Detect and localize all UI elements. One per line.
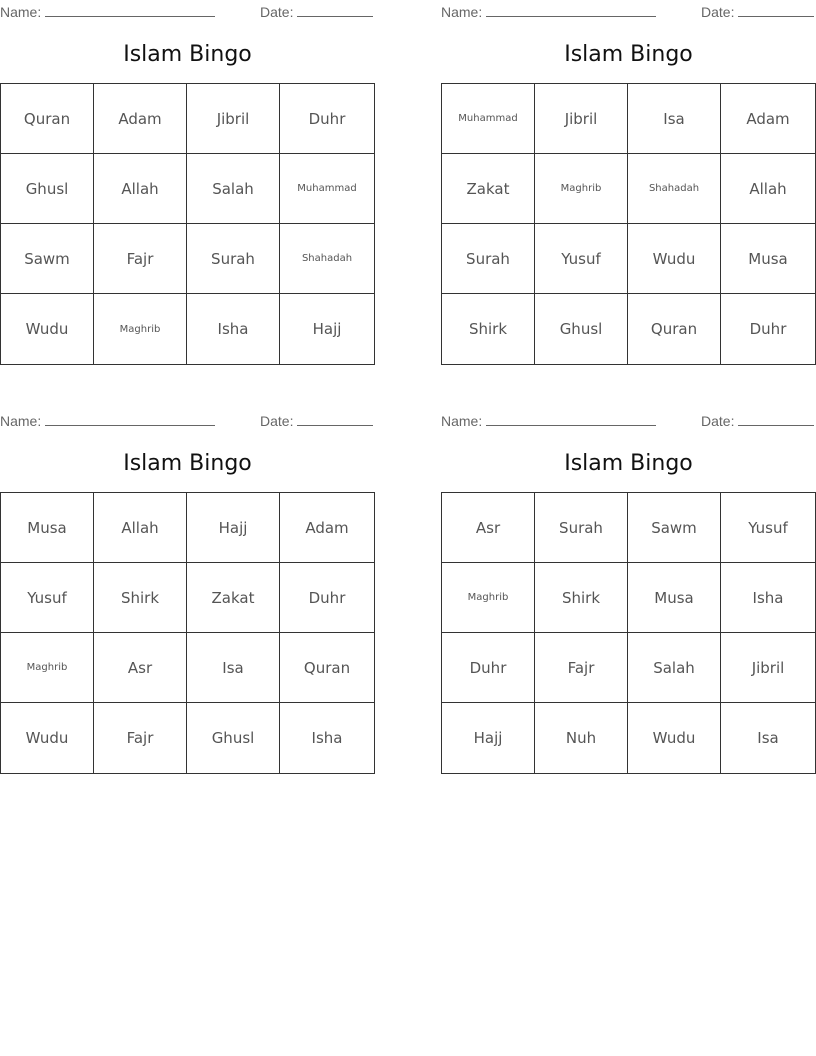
name-label: Name: [441,4,483,20]
date-label: Date: [260,4,294,20]
bingo-card [0,409,375,779]
bingo-grid [441,83,816,365]
date-blank-line[interactable] [738,411,814,426]
bingo-cell[interactable]: Duhr [280,84,374,154]
bingo-cell[interactable]: Quran [1,84,94,154]
bingo-cell[interactable]: Surah [535,493,628,563]
bingo-cell[interactable]: Salah [187,154,280,224]
bingo-cell[interactable]: Allah [94,493,187,563]
bingo-cell[interactable]: Musa [721,224,815,294]
bingo-cell[interactable]: Shirk [442,294,535,364]
bingo-cell[interactable]: Isha [721,563,815,633]
bingo-cell[interactable]: Wudu [628,703,721,773]
bingo-cell[interactable]: Zakat [442,154,535,224]
date-label: Date: [701,4,735,20]
bingo-cell[interactable]: Fajr [94,224,187,294]
bingo-card [0,0,375,370]
bingo-grid [441,492,816,774]
bingo-cell[interactable]: Wudu [1,703,94,773]
bingo-cell[interactable]: Fajr [535,633,628,703]
name-blank-line[interactable] [486,411,656,426]
card-title: Islam Bingo [564,451,693,476]
bingo-cell[interactable]: Salah [628,633,721,703]
bingo-cell[interactable]: Sawm [628,493,721,563]
name-field [441,411,656,429]
bingo-cell[interactable]: Musa [1,493,94,563]
bingo-cell[interactable]: Adam [280,493,374,563]
bingo-cell[interactable]: Isa [628,84,721,154]
date-field [260,2,373,20]
bingo-cell[interactable]: Jibril [535,84,628,154]
card-title: Islam Bingo [123,451,252,476]
name-label: Name: [0,4,42,20]
bingo-grid [0,83,375,365]
bingo-cell[interactable]: Wudu [628,224,721,294]
name-field [441,2,656,20]
name-blank-line[interactable] [486,2,656,17]
bingo-cell[interactable]: Duhr [749,320,787,338]
date-field [701,2,814,20]
bingo-cell[interactable]: Asr [442,493,535,563]
bingo-cell[interactable]: Jibril [187,84,280,154]
bingo-cell[interactable]: Yusuf [1,563,94,633]
bingo-cell[interactable]: Shahadah [280,224,374,294]
bingo-cell[interactable]: Shirk [94,563,187,633]
bingo-card [441,0,816,370]
date-label: Date: [701,413,735,429]
bingo-cell[interactable]: Allah [94,154,187,224]
bingo-cell[interactable]: Duhr [442,633,535,703]
name-blank-line[interactable] [45,411,215,426]
bingo-cell[interactable]: Maghrib [1,633,94,703]
name-field [0,2,215,20]
date-blank-line[interactable] [738,2,814,17]
bingo-cell[interactable]: Fajr [94,703,187,773]
bingo-cell[interactable]: Yusuf [721,493,815,563]
bingo-cell[interactable]: Hajj [187,493,280,563]
bingo-card [441,409,816,779]
bingo-cell[interactable]: Ghusl [535,294,628,364]
bingo-cell[interactable]: Surah [187,224,280,294]
name-label: Name: [441,413,483,429]
header-fields [0,411,375,429]
bingo-cell[interactable]: Quran [280,633,374,703]
bingo-cell[interactable]: Allah [721,154,815,224]
bingo-cell[interactable]: Wudu [1,294,94,364]
bingo-cell[interactable]: Adam [721,84,815,154]
bingo-cell[interactable]: Sawm [1,224,94,294]
bingo-cell[interactable]: Ghusl [1,154,94,224]
bingo-cell[interactable]: Maghrib [535,154,628,224]
bingo-cell[interactable]: Isa [757,729,779,747]
bingo-cell[interactable]: Quran [628,294,721,364]
bingo-cell[interactable]: Yusuf [535,224,628,294]
name-label: Name: [0,413,42,429]
bingo-cell[interactable]: Hajj [312,320,342,338]
bingo-cell[interactable]: Isha [311,729,343,747]
bingo-grid [0,492,375,774]
bingo-cell[interactable]: Musa [628,563,721,633]
header-fields [441,2,816,20]
bingo-cell[interactable]: Shirk [535,563,628,633]
card-title: Islam Bingo [564,42,693,67]
header-fields [0,2,375,20]
bingo-cell[interactable]: Surah [442,224,535,294]
name-blank-line[interactable] [45,2,215,17]
bingo-cell[interactable]: Muhammad [280,154,374,224]
date-field [701,411,814,429]
date-blank-line[interactable] [297,411,373,426]
bingo-cell[interactable]: Muhammad [442,84,535,154]
date-label: Date: [260,413,294,429]
bingo-cell[interactable]: Asr [94,633,187,703]
bingo-cell[interactable]: Ghusl [187,703,280,773]
header-fields [441,411,816,429]
bingo-cell[interactable]: Isha [187,294,280,364]
bingo-cell[interactable]: Maghrib [442,563,535,633]
bingo-cell[interactable]: Zakat [187,563,280,633]
bingo-cell[interactable]: Maghrib [94,294,187,364]
bingo-cell[interactable]: Adam [94,84,187,154]
name-field [0,411,215,429]
date-field [260,411,373,429]
date-blank-line[interactable] [297,2,373,17]
bingo-cell[interactable]: Isa [187,633,280,703]
card-title: Islam Bingo [123,42,252,67]
bingo-cell[interactable]: Hajj [442,703,535,773]
bingo-cell[interactable]: Jibril [721,633,815,703]
bingo-cell[interactable]: Shahadah [628,154,721,224]
bingo-cell[interactable]: Duhr [280,563,374,633]
bingo-cell[interactable]: Nuh [535,703,628,773]
